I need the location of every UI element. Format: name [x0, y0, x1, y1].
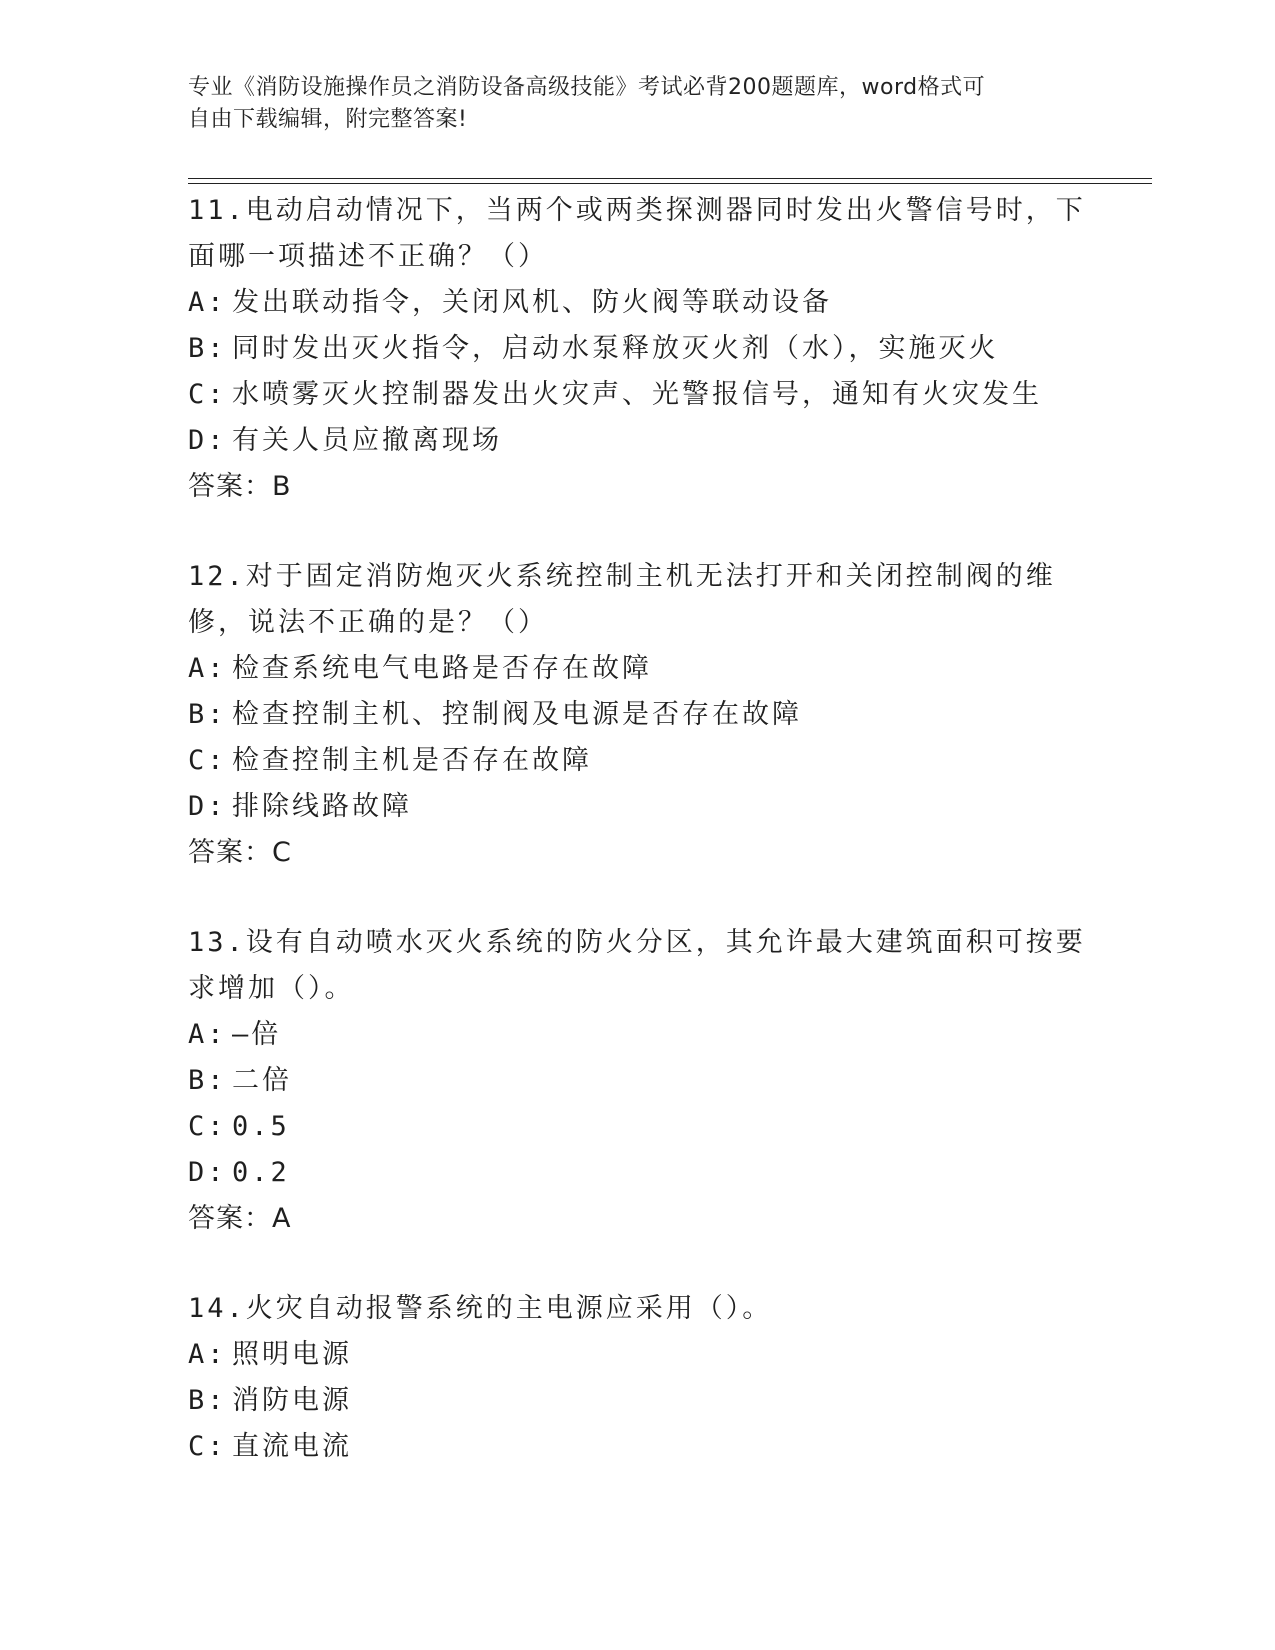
option-letter: A:	[188, 1339, 227, 1370]
option-letter: D:	[188, 791, 227, 822]
question-text: 11.电动启动情况下，当两个或两类探测器同时发出火警信号时，下面哪一项描述不正确？（）	[188, 195, 1086, 272]
header-divider-bottom	[188, 183, 1152, 184]
question-14	[188, 1286, 1088, 1470]
option-b	[188, 326, 1088, 372]
question-text: 12.对于固定消防炮灭火系统控制主机无法打开和关闭控制阀的维修，说法不正确的是？（）	[188, 561, 1056, 638]
option-text: 消防电源	[232, 1385, 352, 1416]
option-text: 检查系统电气电路是否存在故障	[232, 653, 652, 684]
option-a	[188, 1332, 1088, 1378]
question-list	[188, 188, 1088, 1514]
option-letter: B:	[188, 1385, 227, 1416]
option-letter: A:	[188, 287, 227, 318]
option-letter: B:	[188, 1065, 227, 1096]
header-line-1: 专业《消防设施操作员之消防设备高级技能》考试必背200题题库，word格式可	[188, 75, 986, 100]
option-text: 0.2	[232, 1157, 290, 1188]
option-letter: C:	[188, 1431, 227, 1462]
option-text: 排除线路故障	[232, 791, 412, 822]
option-c	[188, 1104, 1088, 1150]
header-divider-top	[188, 178, 1152, 179]
option-a	[188, 1012, 1088, 1058]
option-text: 0.5	[232, 1111, 290, 1142]
option-d	[188, 418, 1088, 464]
question-text: 13.设有自动喷水灭火系统的防火分区，其允许最大建筑面积可按要求增加（）。	[188, 927, 1086, 1004]
answer-text: 答案：B	[188, 471, 292, 502]
option-text: 照明电源	[232, 1339, 352, 1370]
option-text: 同时发出灭火指令，启动水泵释放灭火剂（水），实施灭火	[232, 333, 999, 364]
header-line-2: 自由下载编辑，附完整答案!	[188, 107, 468, 132]
option-letter: C:	[188, 745, 227, 776]
question-text: 14.火灾自动报警系统的主电源应采用（）。	[188, 1293, 773, 1324]
question-12	[188, 554, 1088, 876]
option-letter: D:	[188, 425, 227, 456]
option-b	[188, 692, 1088, 738]
option-b	[188, 1378, 1088, 1424]
option-a	[188, 280, 1088, 326]
option-letter: B:	[188, 333, 227, 364]
option-text: 有关人员应撤离现场	[232, 425, 502, 456]
option-letter: C:	[188, 1111, 227, 1142]
question-11	[188, 188, 1088, 510]
option-text: 检查控制主机是否存在故障	[232, 745, 592, 776]
option-d	[188, 1150, 1088, 1196]
option-letter: D:	[188, 1157, 227, 1188]
document-header	[188, 72, 1068, 136]
option-c	[188, 1424, 1088, 1470]
option-a	[188, 646, 1088, 692]
option-d	[188, 784, 1088, 830]
option-c	[188, 738, 1088, 784]
option-text: 检查控制主机、控制阀及电源是否存在故障	[232, 699, 802, 730]
answer-text: 答案：A	[188, 1203, 292, 1234]
question-13	[188, 920, 1088, 1242]
option-text: 发出联动指令，关闭风机、防火阀等联动设备	[232, 287, 832, 318]
option-c	[188, 372, 1088, 418]
option-letter: B:	[188, 699, 227, 730]
option-text: 直流电流	[232, 1431, 352, 1462]
answer-text: 答案：C	[188, 837, 292, 868]
option-text: —倍	[232, 1019, 282, 1050]
option-b	[188, 1058, 1088, 1104]
option-text: 水喷雾灭火控制器发出火灾声、光警报信号，通知有火灾发生	[232, 379, 1042, 410]
option-letter: A:	[188, 653, 227, 684]
option-text: 二倍	[232, 1065, 292, 1096]
option-letter: C:	[188, 379, 227, 410]
option-letter: A:	[188, 1019, 227, 1050]
